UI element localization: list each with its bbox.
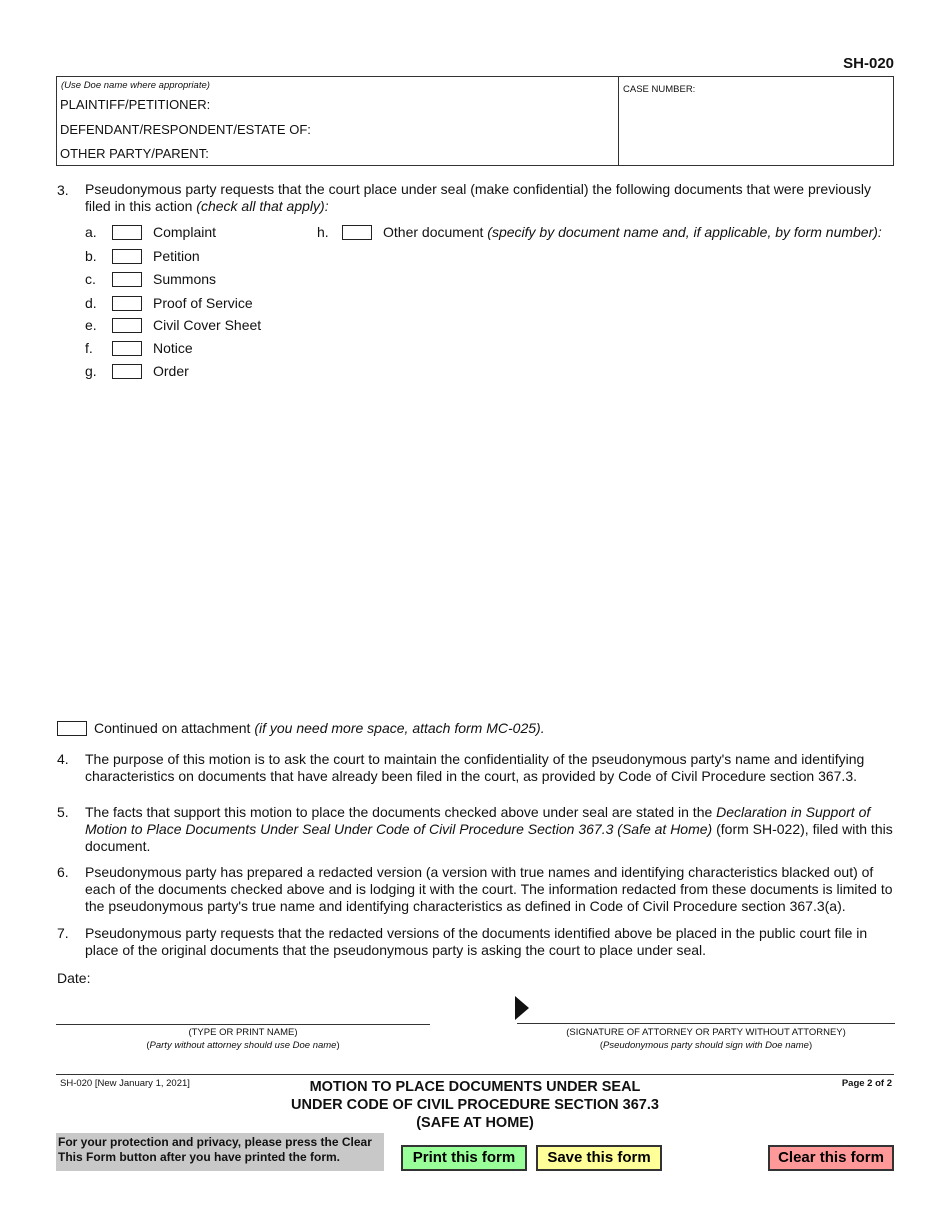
doc-letter-e: e.	[85, 317, 97, 333]
item-3-text-line1: Pseudonymous party requests that the court place under seal (make confidential) the following documents that were previously	[85, 181, 871, 197]
item-5-line1-italic: Declaration in Support of	[716, 804, 871, 820]
privacy-notice: For your protection and privacy, please press the Clear This Form button after you have printed the form.	[56, 1133, 384, 1171]
form-revision: SH-020 [New January 1, 2021]	[60, 1078, 190, 1089]
footer-divider	[56, 1074, 894, 1075]
item-5-number: 5.	[57, 804, 69, 820]
continued-text: Continued on attachment	[94, 720, 251, 736]
other-party-label: OTHER PARTY/PARENT:	[60, 146, 209, 161]
doc-label-order: Order	[153, 363, 189, 379]
item-7-line1: Pseudonymous party requests that the redacted versions of the documents identified above be placed in the public court file in	[85, 925, 868, 941]
item-6-line3: the pseudonymous party's true name and identifying characteristics as defined in Code of Civil Procedure section 367.3(a).	[85, 898, 846, 914]
checkbox-summons[interactable]	[112, 272, 142, 287]
doc-letter-h: h.	[317, 224, 329, 240]
item-3-text-line2	[85, 198, 329, 215]
print-name-caption-text: (TYPE OR PRINT NAME)	[188, 1027, 298, 1038]
doc-letter-c: c.	[85, 271, 96, 287]
doc-letter-f: f.	[85, 340, 93, 356]
other-document-label	[383, 224, 882, 240]
item-3-text-italic: (check all that apply):	[196, 198, 329, 214]
item-3-number: 3.	[57, 182, 69, 198]
checkbox-petition[interactable]	[112, 249, 142, 264]
checkbox-continued-on-attachment[interactable]	[57, 721, 87, 736]
doc-letter-g: g.	[85, 363, 97, 379]
other-document-instruction: (specify by document name and, if applicable, by form number):	[487, 224, 882, 240]
item-5-line2-plain: (form SH-022), filed with this	[716, 821, 893, 837]
signature-caption	[517, 1026, 895, 1052]
item-4-number: 4.	[57, 751, 69, 767]
checkbox-notice[interactable]	[112, 341, 142, 356]
print-name-caption	[56, 1026, 430, 1052]
item-7-line2: place of the original documents that the pseudonymous party is asking the court to place under seal.	[85, 942, 707, 958]
print-form-button[interactable]: Print this form	[401, 1145, 527, 1171]
item-5-line2	[85, 821, 893, 838]
continued-instruction: (if you need more space, attach form MC-025).	[254, 720, 545, 736]
form-title-line3: (SAFE AT HOME)	[416, 1115, 534, 1131]
form-title-line1: MOTION TO PLACE DOCUMENTS UNDER SEAL	[309, 1079, 641, 1095]
print-name-note: (Party without attorney should use Doe name)	[146, 1040, 340, 1051]
case-number-label: CASE NUMBER:	[623, 84, 696, 95]
other-document-text: Other document	[383, 224, 484, 240]
checkbox-order[interactable]	[112, 364, 142, 379]
defendant-label: DEFENDANT/RESPONDENT/ESTATE OF:	[60, 122, 311, 137]
item-4-line1: The purpose of this motion is to ask the court to maintain the confidentiality of the pseudonymous party's name and identifying	[85, 751, 865, 767]
case-caption	[56, 76, 894, 166]
form-title	[240, 1078, 710, 1132]
form-title-line2: UNDER CODE OF CIVIL PROCEDURE SECTION 367.3	[291, 1097, 659, 1113]
item-4-line2: characteristics on documents that have already been filed in the court, as provided by Code of Civil Procedure section 367.3.	[85, 768, 857, 784]
item-5-line1	[85, 804, 870, 821]
item-5-line1-plain: The facts that support this motion to place the documents checked above under seal are stated in the	[85, 804, 713, 820]
form-number: SH-020	[843, 55, 894, 72]
checkbox-proof-of-service[interactable]	[112, 296, 142, 311]
item-7-number: 7.	[57, 925, 69, 941]
doc-label-petition: Petition	[153, 248, 200, 264]
clear-form-button[interactable]: Clear this form	[768, 1145, 894, 1171]
checkbox-other-document[interactable]	[342, 225, 372, 240]
plaintiff-label: PLAINTIFF/PETITIONER:	[60, 97, 211, 112]
signature-arrow-icon	[515, 996, 529, 1020]
item-6-line1: Pseudonymous party has prepared a redacted version (a version with true names and identifying characteristics blacked out) of	[85, 864, 874, 880]
doe-name-note: (Use Doe name where appropriate)	[61, 80, 210, 91]
item-6-line2: each of the documents checked above and is lodging it with the court. The information redacted from these documents is limited to	[85, 881, 893, 897]
doc-label-complaint: Complaint	[153, 224, 217, 240]
checkbox-civil-cover-sheet[interactable]	[112, 318, 142, 333]
item-5-line2-italic: Motion to Place Documents Under Seal Under Code of Civil Procedure Section 367.3 (Safe at Home)	[85, 821, 713, 837]
item-3-text-plain: filed in this action	[85, 198, 193, 214]
signature-note: (Pseudonymous party should sign with Doe name)	[599, 1040, 813, 1051]
print-name-line[interactable]	[56, 1024, 430, 1025]
doc-letter-d: d.	[85, 295, 97, 311]
doc-label-notice: Notice	[153, 340, 193, 356]
signature-line[interactable]	[517, 1023, 895, 1024]
checkbox-complaint[interactable]	[112, 225, 142, 240]
party-names-section	[57, 77, 619, 165]
doc-label-proof-of-service: Proof of Service	[153, 295, 253, 311]
date-label: Date:	[57, 970, 91, 986]
page-number: Page 2 of 2	[841, 1078, 892, 1089]
doc-letter-b: b.	[85, 248, 97, 264]
continued-on-attachment-label	[94, 720, 545, 736]
save-form-button[interactable]: Save this form	[536, 1145, 662, 1171]
signature-caption-text: (SIGNATURE OF ATTORNEY OR PARTY WITHOUT ATTORNEY)	[566, 1027, 846, 1038]
item-6-number: 6.	[57, 864, 69, 880]
doc-label-summons: Summons	[153, 271, 217, 287]
doc-letter-a: a.	[85, 224, 97, 240]
doc-label-civil-cover-sheet: Civil Cover Sheet	[153, 317, 262, 333]
item-5-line3: document.	[85, 838, 151, 854]
